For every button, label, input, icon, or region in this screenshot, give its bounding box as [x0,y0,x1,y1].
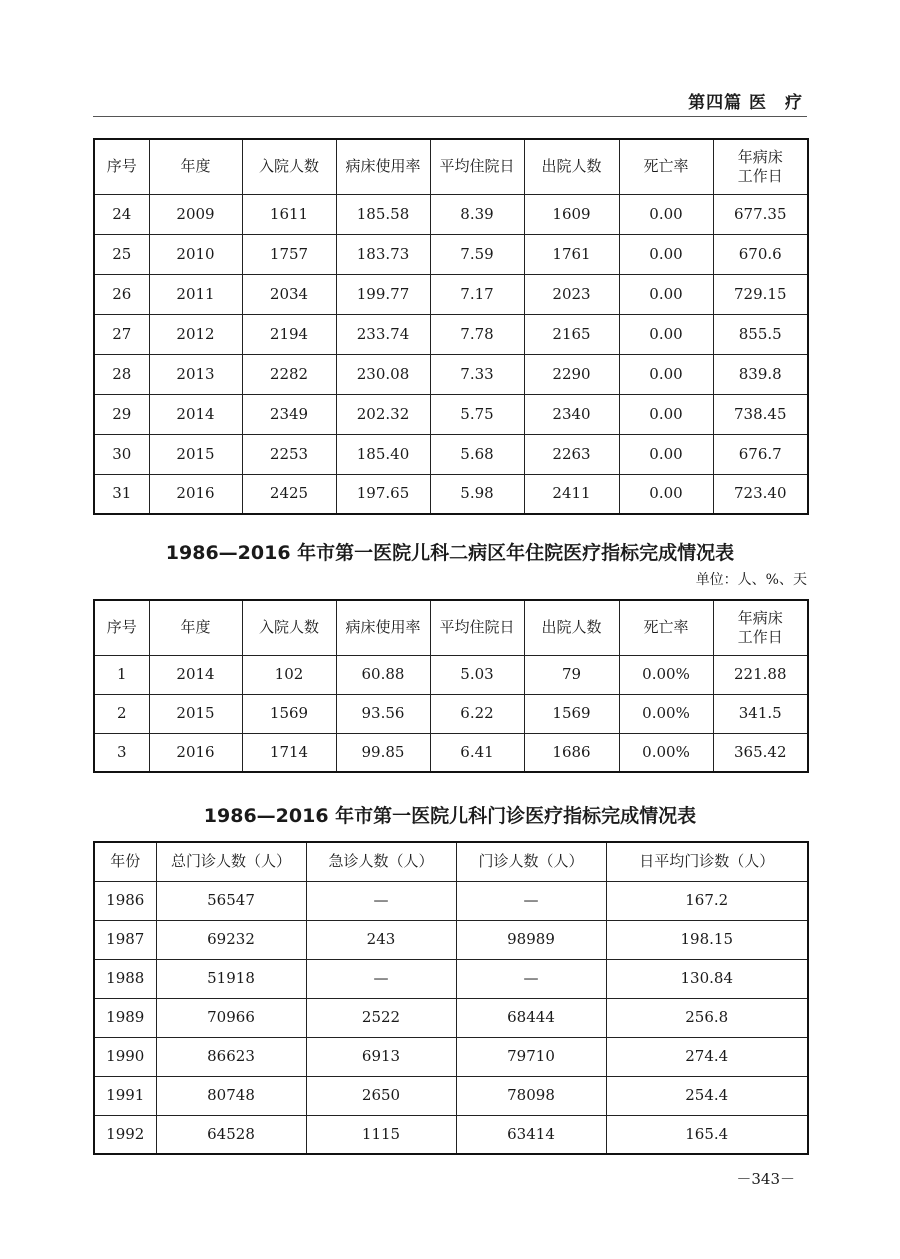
column-header: 总门诊人数（人） [156,842,306,881]
table-cell: 5.03 [430,655,524,694]
table-row [94,1037,808,1076]
column-header: 年病床 工作日 [713,139,808,194]
table-cell: 1569 [524,694,619,733]
table-cell: 2013 [149,354,242,394]
table-cell: 7.59 [430,234,524,274]
table-row [94,920,808,959]
table-cell: 25 [94,234,149,274]
table2-title: 1986—2016 年市第一医院儿科二病区年住院医疗指标完成情况表 [165,542,735,564]
table-cell: 79 [524,655,619,694]
table-cell: 5.68 [430,434,524,474]
table-cell: 198.15 [606,920,808,959]
table-cell: 243 [306,920,456,959]
table-cell: 3 [94,733,149,772]
table-row [94,314,808,354]
table-cell: 2015 [149,434,242,474]
column-header: 死亡率 [619,139,713,194]
inpatient-table-2 [93,599,809,773]
table-cell: 365.42 [713,733,808,772]
table-cell: 165.4 [606,1115,808,1154]
table-row [94,694,808,733]
table-cell: 31 [94,474,149,514]
column-header: 年度 [149,139,242,194]
table-cell: 24 [94,194,149,234]
table-cell: 723.40 [713,474,808,514]
table-cell: 221.88 [713,655,808,694]
table-cell: 2165 [524,314,619,354]
table-cell: 5.98 [430,474,524,514]
column-header: 出院人数 [524,139,619,194]
table-cell: 256.8 [606,998,808,1037]
table-cell: 1986 [94,881,156,920]
table-cell: 78098 [456,1076,606,1115]
table-cell: 670.6 [713,234,808,274]
table-row [94,394,808,434]
table-cell: 27 [94,314,149,354]
table-row [94,1115,808,1154]
table-cell: 1569 [242,694,336,733]
table-cell: 2425 [242,474,336,514]
column-header: 急诊人数（人） [306,842,456,881]
table-cell: 1761 [524,234,619,274]
table-cell: — [456,881,606,920]
table-cell: 729.15 [713,274,808,314]
table-cell: 51918 [156,959,306,998]
table-cell: 183.73 [336,234,430,274]
table-cell: 2 [94,694,149,733]
table-cell: 0.00 [619,194,713,234]
table-cell: 30 [94,434,149,474]
table-cell: 1 [94,655,149,694]
table-row [94,959,808,998]
table-cell: 2015 [149,694,242,733]
table-cell: 185.58 [336,194,430,234]
table-cell: 2650 [306,1076,456,1115]
table-row [94,234,808,274]
table-cell: 2253 [242,434,336,474]
table-cell: 0.00 [619,234,713,274]
table-cell: 1757 [242,234,336,274]
page-header [93,86,807,117]
table-row [94,881,808,920]
table-cell: 93.56 [336,694,430,733]
column-header: 年病床 工作日 [713,600,808,655]
column-header: 门诊人数（人） [456,842,606,881]
column-header: 出院人数 [524,600,619,655]
column-header: 年度 [149,600,242,655]
column-header: 平均住院日 [430,600,524,655]
chapter-title: 第四篇 医 疗 [688,93,803,113]
table-cell: 7.78 [430,314,524,354]
table-cell: 233.74 [336,314,430,354]
table-cell: 1115 [306,1115,456,1154]
table-row [94,655,808,694]
table-cell: 341.5 [713,694,808,733]
table-cell: 79710 [456,1037,606,1076]
table-cell: 1686 [524,733,619,772]
table-cell: 7.17 [430,274,524,314]
table-cell: 0.00 [619,474,713,514]
table-cell: 2290 [524,354,619,394]
table-cell: 1611 [242,194,336,234]
table-cell: 5.75 [430,394,524,434]
table-cell: 2012 [149,314,242,354]
table3-title: 1986—2016 年市第一医院儿科门诊医疗指标完成情况表 [203,805,697,827]
table-cell: 2282 [242,354,336,394]
table-cell: 167.2 [606,881,808,920]
table-cell: 1992 [94,1115,156,1154]
table-row [94,274,808,314]
table-cell: 2009 [149,194,242,234]
table-cell: 0.00 [619,354,713,394]
column-header: 序号 [94,600,149,655]
table-cell: 56547 [156,881,306,920]
table-cell: 26 [94,274,149,314]
column-header: 年份 [94,842,156,881]
column-header: 病床使用率 [336,600,430,655]
table-cell: 130.84 [606,959,808,998]
table-cell: — [306,959,456,998]
table-cell: 2349 [242,394,336,434]
table-cell: 839.8 [713,354,808,394]
table-row [94,354,808,394]
table-cell: 0.00 [619,394,713,434]
table-cell: 2023 [524,274,619,314]
table-cell: 102 [242,655,336,694]
column-header: 平均住院日 [430,139,524,194]
table-cell: 68444 [456,998,606,1037]
table-row [94,474,808,514]
column-header: 入院人数 [242,600,336,655]
table-cell: 197.65 [336,474,430,514]
column-header: 病床使用率 [336,139,430,194]
table-cell: 2522 [306,998,456,1037]
table-cell: 0.00% [619,655,713,694]
table-cell: 8.39 [430,194,524,234]
inpatient-table-1 [93,138,809,515]
table-row [94,733,808,772]
table-cell: 199.77 [336,274,430,314]
table-row [94,998,808,1037]
table-row [94,194,808,234]
table-cell: 202.32 [336,394,430,434]
table-cell: 6.41 [430,733,524,772]
table-cell: 69232 [156,920,306,959]
table-cell: 2016 [149,474,242,514]
table-cell: 2014 [149,655,242,694]
table-cell: 29 [94,394,149,434]
table-cell: 99.85 [336,733,430,772]
table-cell: 2011 [149,274,242,314]
table-cell: 1714 [242,733,336,772]
table-cell: 254.4 [606,1076,808,1115]
table-cell: 6.22 [430,694,524,733]
table-cell: 1991 [94,1076,156,1115]
column-header: 日平均门诊数（人） [606,842,808,881]
column-header: 入院人数 [242,139,336,194]
table-cell: 0.00% [619,733,713,772]
table-cell: 70966 [156,998,306,1037]
table-row [94,434,808,474]
table-cell: 676.7 [713,434,808,474]
table-cell: 63414 [456,1115,606,1154]
table-cell: 2016 [149,733,242,772]
table-cell: — [456,959,606,998]
table-cell: 2411 [524,474,619,514]
table-cell: 2014 [149,394,242,434]
table-cell: 6913 [306,1037,456,1076]
table-cell: 60.88 [336,655,430,694]
table-cell: 677.35 [713,194,808,234]
table-cell: 86623 [156,1037,306,1076]
table-cell: 0.00% [619,694,713,733]
table-cell: 2340 [524,394,619,434]
table-cell: 2263 [524,434,619,474]
table-cell: 7.33 [430,354,524,394]
table-cell: 274.4 [606,1037,808,1076]
table-cell: 185.40 [336,434,430,474]
column-header: 死亡率 [619,600,713,655]
table-cell: 80748 [156,1076,306,1115]
table-cell: 1988 [94,959,156,998]
table-cell: 1989 [94,998,156,1037]
table-cell: 1609 [524,194,619,234]
table-cell: 28 [94,354,149,394]
table-cell: 738.45 [713,394,808,434]
table-cell: 230.08 [336,354,430,394]
table-cell: 855.5 [713,314,808,354]
table-cell: 2010 [149,234,242,274]
outpatient-table [93,841,809,1155]
table-cell: 0.00 [619,314,713,354]
table2-unit: 单位：人、%、天 [695,572,807,588]
table-cell: 98989 [456,920,606,959]
column-header: 序号 [94,139,149,194]
table-cell: 2194 [242,314,336,354]
table-row [94,1076,808,1115]
table-cell: 0.00 [619,434,713,474]
table-cell: 1987 [94,920,156,959]
table-cell: 2034 [242,274,336,314]
table-cell: 64528 [156,1115,306,1154]
table-cell: 0.00 [619,274,713,314]
table-cell: — [306,881,456,920]
page-number: －343－ [736,1170,795,1188]
table-cell: 1990 [94,1037,156,1076]
